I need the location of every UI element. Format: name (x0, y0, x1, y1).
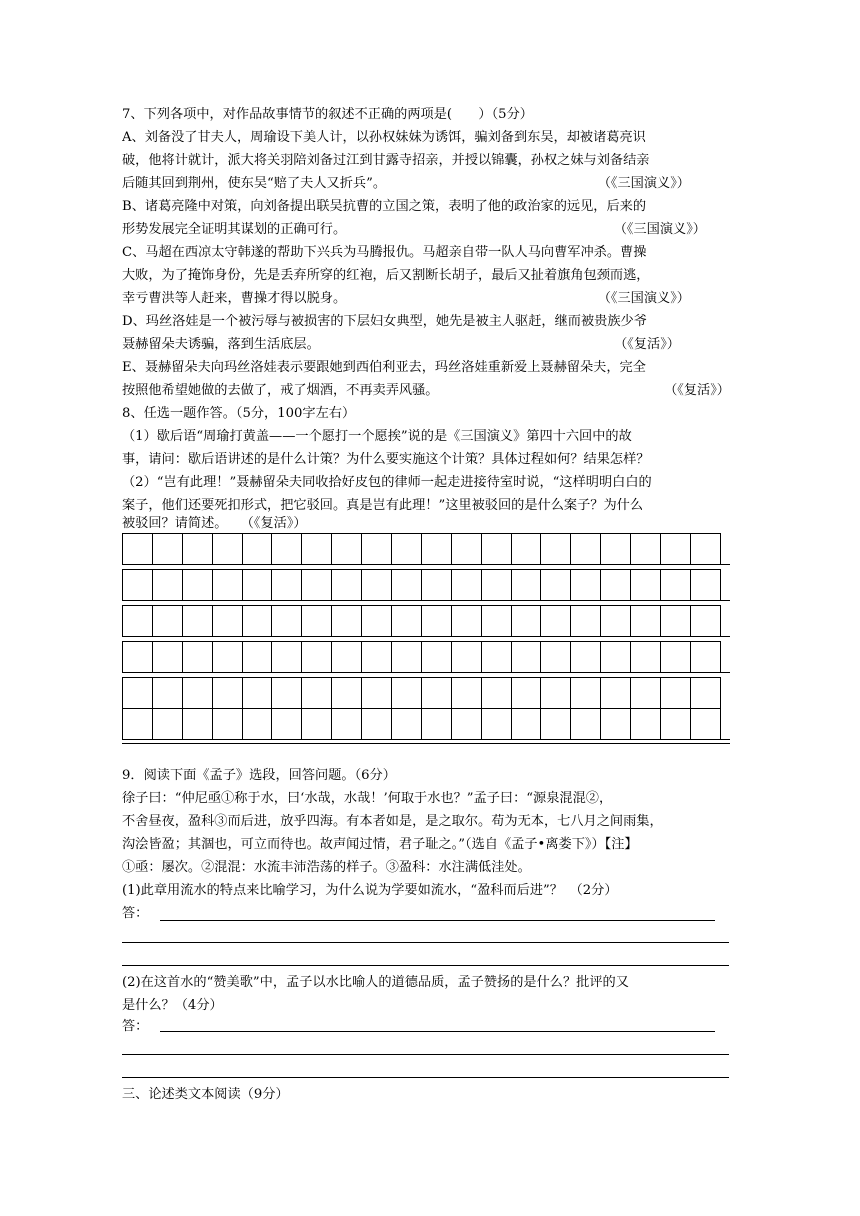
q7-option-c-line1: C、马超在西凉太守韩遂的帮助下兴兵为马腾报仇。马超亲自带一队人马向曹军冲杀。曹操 (122, 245, 647, 260)
q8-option2-line1: （2）“岂有此理！”聂赫留朵夫同收拾好皮包的律师一起走进接待室时说，“这样明明白白的 (122, 475, 652, 490)
answer-label-1: 答： (122, 906, 149, 921)
q8-option2-line3: 被驳回？请简述。 （《复活》） (122, 516, 307, 531)
q7-option-d-source: （《复活》） (614, 337, 680, 352)
q7-title: 7、下列各项中，对作品故事情节的叙述不正确的两项是( ）（5分） (122, 107, 533, 122)
q8-option1-line2: 事，请问：歇后语讲述的是什么计策？为什么要实施这个计策？具体过程如何？结果怎样？ (122, 452, 650, 467)
q7-option-a-text: 后随其回到荆州，使东吴“赔了夫人又折兵”。 (122, 176, 387, 191)
q7-option-e-text: 按照他希望她做的去做了，戒了烟酒，不再卖弄风骚。 (122, 383, 439, 398)
q7-option-c-line2: 大败，为了掩饰身份，先是丢弃所穿的红袍，后又割断长胡子，最后又扯着旗角包颈而逃， (122, 268, 650, 283)
grid-row[interactable] (122, 677, 730, 708)
q7-option-a-source: （《三国演义》） (597, 176, 690, 191)
q8-option1-line1: （1）歇后语“周瑜打黄盖——一个愿打一个愿挨”说的是《三国演义》第四十六回中的故 (122, 429, 632, 444)
answer-writing-grid[interactable] (122, 533, 730, 744)
q7-option-b-line2 (122, 219, 732, 241)
q9-notes: ①亟：屡次。②混混：水流丰沛浩荡的样子。③盈科：水注满低洼处。 (122, 860, 531, 875)
q7-option-b-line1: B、诸葛亮隆中对策，向刘备提出联吴抗曹的立国之策，表明了他的政治家的远见，后来的 (122, 199, 646, 214)
q7-option-c-line3 (122, 288, 732, 310)
q7-option-a-line1: A、刘备没了甘夫人，周瑜设下美人计，以孙权妹妹为诱饵，骗刘备到东吴，却被诸葛亮识 (122, 130, 646, 145)
answer-label-2: 答： (122, 1019, 149, 1034)
q9-subquestion-2-line1: (2)在这首水的“赞美歌”中，孟子以水比喻人的道德品质，孟子赞扬的是什么？批评的又 (122, 975, 629, 990)
answer-line-2b[interactable] (122, 1054, 729, 1055)
q7-option-b-source: （《三国演义》） (613, 222, 706, 237)
q7-option-a-line2: 破，他将计就计，派大将关羽陪刘备过江到甘露寺招亲，并授以锦囊，孙权之妹与刘备结亲 (122, 153, 650, 168)
q9-passage-line1: 徐子曰：“仲尼亟①称于水，曰‘水哉，水哉！’何取于水也？”孟子曰：“源泉混混②， (122, 791, 613, 806)
q9-subquestion-2-line2: 是什么？（4分） (122, 998, 223, 1013)
q7-option-d-line2 (122, 334, 732, 356)
q8-option2-line2: 案子，他们还要死扣形式，把它驳回。真是岂有此理！”这里被驳回的是什么案子？为什么 (122, 498, 644, 513)
q9-subquestion-1: (1)此章用流水的特点来比喻学习，为什么说为学要如流水，“盈科而后进”？ （2分） (122, 883, 618, 898)
q7-option-d-text: 聂赫留朵夫诱骗，落到生活底层。 (122, 337, 320, 352)
q9-passage-line3: 沟浍皆盈；其涸也，可立而待也。故声闻过情，君子耻之。”（选自《孟子•离娄下》）【注】 (122, 837, 638, 852)
answer-line-1b[interactable] (122, 942, 729, 943)
q7-option-b-text: 形势发展完全证明其谋划的正确可行。 (122, 222, 347, 237)
q7-option-a-line3 (122, 173, 732, 195)
answer-line-1a[interactable] (160, 920, 715, 921)
q7-option-c-text: 幸亏曹洪等人赶来，曹操才得以脱身。 (122, 291, 347, 306)
answer-line-1c[interactable] (122, 965, 729, 966)
section-3-heading: 三、论述类文本阅读（9分） (122, 1087, 289, 1102)
q7-option-e-line1: E、聂赫留朵夫向玛丝洛娃表示要跟她到西伯利亚去，玛丝洛娃重新爱上聂赫留朵夫，完全 (122, 360, 646, 375)
q7-option-e-line2 (122, 380, 732, 402)
grid-row[interactable] (122, 641, 730, 672)
answer-line-2a[interactable] (160, 1031, 715, 1032)
q8-title: 8、任选一题作答。（5分，100字左右） (122, 406, 356, 421)
q9-passage-line2: 不舍昼夜，盈科③而后进，放乎四海。有本者如是，是之取尔。苟为无本，七八月之间雨集， (122, 814, 663, 829)
q7-option-e-source: （《复活》） (664, 383, 730, 398)
grid-row[interactable] (122, 569, 730, 600)
grid-row[interactable] (122, 533, 730, 564)
q9-title: 9．阅读下面《孟子》选段，回答问题。（6分） (122, 768, 396, 783)
q7-option-d-line1: D、玛丝洛娃是一个被污辱与被损害的下层妇女典型，她先是被主人驱赶，继而被贵族少爷 (122, 314, 647, 329)
q7-option-c-source: （《三国演义》） (597, 291, 690, 306)
grid-row[interactable] (122, 605, 730, 636)
answer-line-2c[interactable] (122, 1077, 729, 1078)
grid-row[interactable] (122, 708, 730, 739)
